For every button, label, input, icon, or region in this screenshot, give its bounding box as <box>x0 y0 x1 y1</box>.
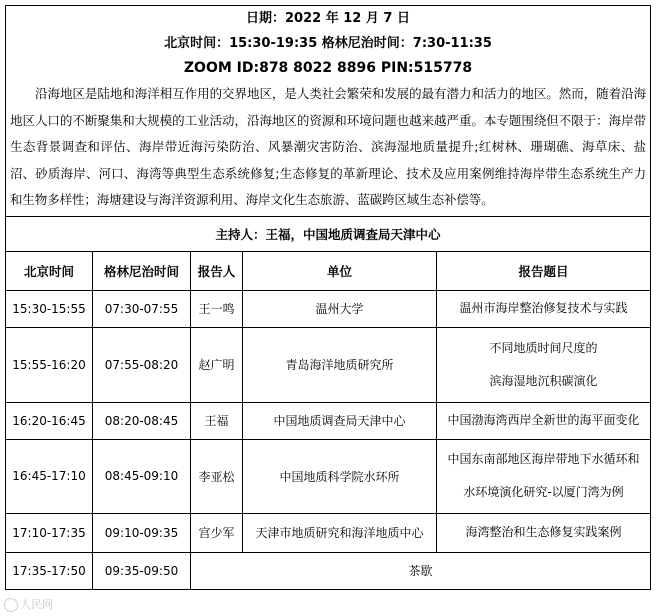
gmt-time-cell: 08:45-09:10 <box>93 439 191 513</box>
beijing-time-cell: 16:20-16:45 <box>6 402 93 439</box>
zoom-line: ZOOM ID:878 8022 8896 PIN:515778 <box>183 60 473 76</box>
topic-line: 温州市海岸整治修复技术与实践 <box>459 301 628 315</box>
unit-cell: 天津市地质研究和海洋地质中心 <box>243 513 437 552</box>
topic-cell <box>437 513 651 552</box>
topic-line: 海湾整治和生态修复实践案例 <box>465 525 622 539</box>
watermark-logo-icon <box>4 598 18 612</box>
topic-line: 滨海湿地沉积碳演化 <box>489 373 598 388</box>
col-speaker: 报告人 <box>191 251 243 290</box>
topic-line: 不同地质时间尺度的 <box>489 340 598 355</box>
col-gmt-time: 格林尼治时间 <box>93 251 191 290</box>
gmt-time-cell: 09:35-09:50 <box>93 552 191 589</box>
host-line: 主持人：王福，中国地质调查局天津中心 <box>6 216 651 251</box>
col-unit: 单位 <box>243 251 437 290</box>
gmt-time-cell: 09:10-09:35 <box>93 513 191 552</box>
topic-cell <box>437 402 651 439</box>
intro-paragraph: 沿海地区是陆地和海洋相互作用的交界地区，是人类社会繁荣和发展的最有潜力和活力的地区。然而，随着沿海地区人口的不断聚集和大规模的工业活动，沿海地区的资源和环境问题也越来越严重。本专题围绕但不限于：海岸带生态背景调查和评估、海岸带近海污染防治、风暴潮灾害防治、滨海湿地质量提升;红树林、珊瑚礁、海草床、盐沼、砂质海岸、河口、海湾等典型生态系统修复;生态修复的革新理论、技术及应用案例维持海岸带生态系统生产力和生物多样性；海塘建设与海洋资源利用、海岸文化生态旅游、蓝碳跨区域生态补偿等。 <box>10 86 646 207</box>
header-row <box>6 6 651 217</box>
table-row <box>6 290 651 327</box>
topic-cell <box>437 290 651 327</box>
time-line: 北京时间：15:30-19:35 格林尼治时间：7:30-11:35 <box>164 36 492 51</box>
beijing-time-cell: 17:10-17:35 <box>6 513 93 552</box>
table-row <box>6 402 651 439</box>
col-topic: 报告题目 <box>437 251 651 290</box>
col-beijing-time: 北京时间 <box>6 251 93 290</box>
topic-cell <box>437 439 651 513</box>
topic-cell <box>437 327 651 402</box>
topic-line: 水环境演化研究-以厦门湾为例 <box>463 485 624 499</box>
beijing-time-cell: 16:45-17:10 <box>6 439 93 513</box>
unit-cell: 中国地质科学院水环所 <box>243 439 437 513</box>
column-header-row <box>6 251 651 290</box>
unit-cell: 温州大学 <box>243 290 437 327</box>
speaker-cell: 赵广明 <box>191 327 243 402</box>
gmt-time-cell: 07:30-07:55 <box>93 290 191 327</box>
date-line: 日期：2022 年 12 月 7 日 <box>246 11 410 26</box>
unit-cell: 青岛海洋地质研究所 <box>243 327 437 402</box>
topic-line: 中国东南部地区海岸带地下水循环和 <box>447 452 640 466</box>
beijing-time-cell: 17:35-17:50 <box>6 552 93 589</box>
break-row <box>6 552 651 589</box>
speaker-cell: 王一鸣 <box>191 290 243 327</box>
header-cell <box>6 6 651 217</box>
gmt-time-cell: 07:55-08:20 <box>93 327 191 402</box>
break-label: 茶歇 <box>191 552 651 589</box>
table-row <box>6 327 651 402</box>
speaker-cell: 王福 <box>191 402 243 439</box>
gmt-time-cell: 08:20-08:45 <box>93 402 191 439</box>
beijing-time-cell: 15:55-16:20 <box>6 327 93 402</box>
watermark-text: 人民网 <box>20 598 53 611</box>
speaker-cell: 李亚松 <box>191 439 243 513</box>
topic-line: 中国渤海湾西岸全新世的海平面变化 <box>447 413 640 427</box>
host-row <box>6 216 651 251</box>
unit-cell: 中国地质调查局天津中心 <box>243 402 437 439</box>
table-row <box>6 439 651 513</box>
watermark <box>4 596 53 612</box>
schedule-table <box>5 5 651 590</box>
beijing-time-cell: 15:30-15:55 <box>6 290 93 327</box>
speaker-cell: 宫少军 <box>191 513 243 552</box>
table-row <box>6 513 651 552</box>
